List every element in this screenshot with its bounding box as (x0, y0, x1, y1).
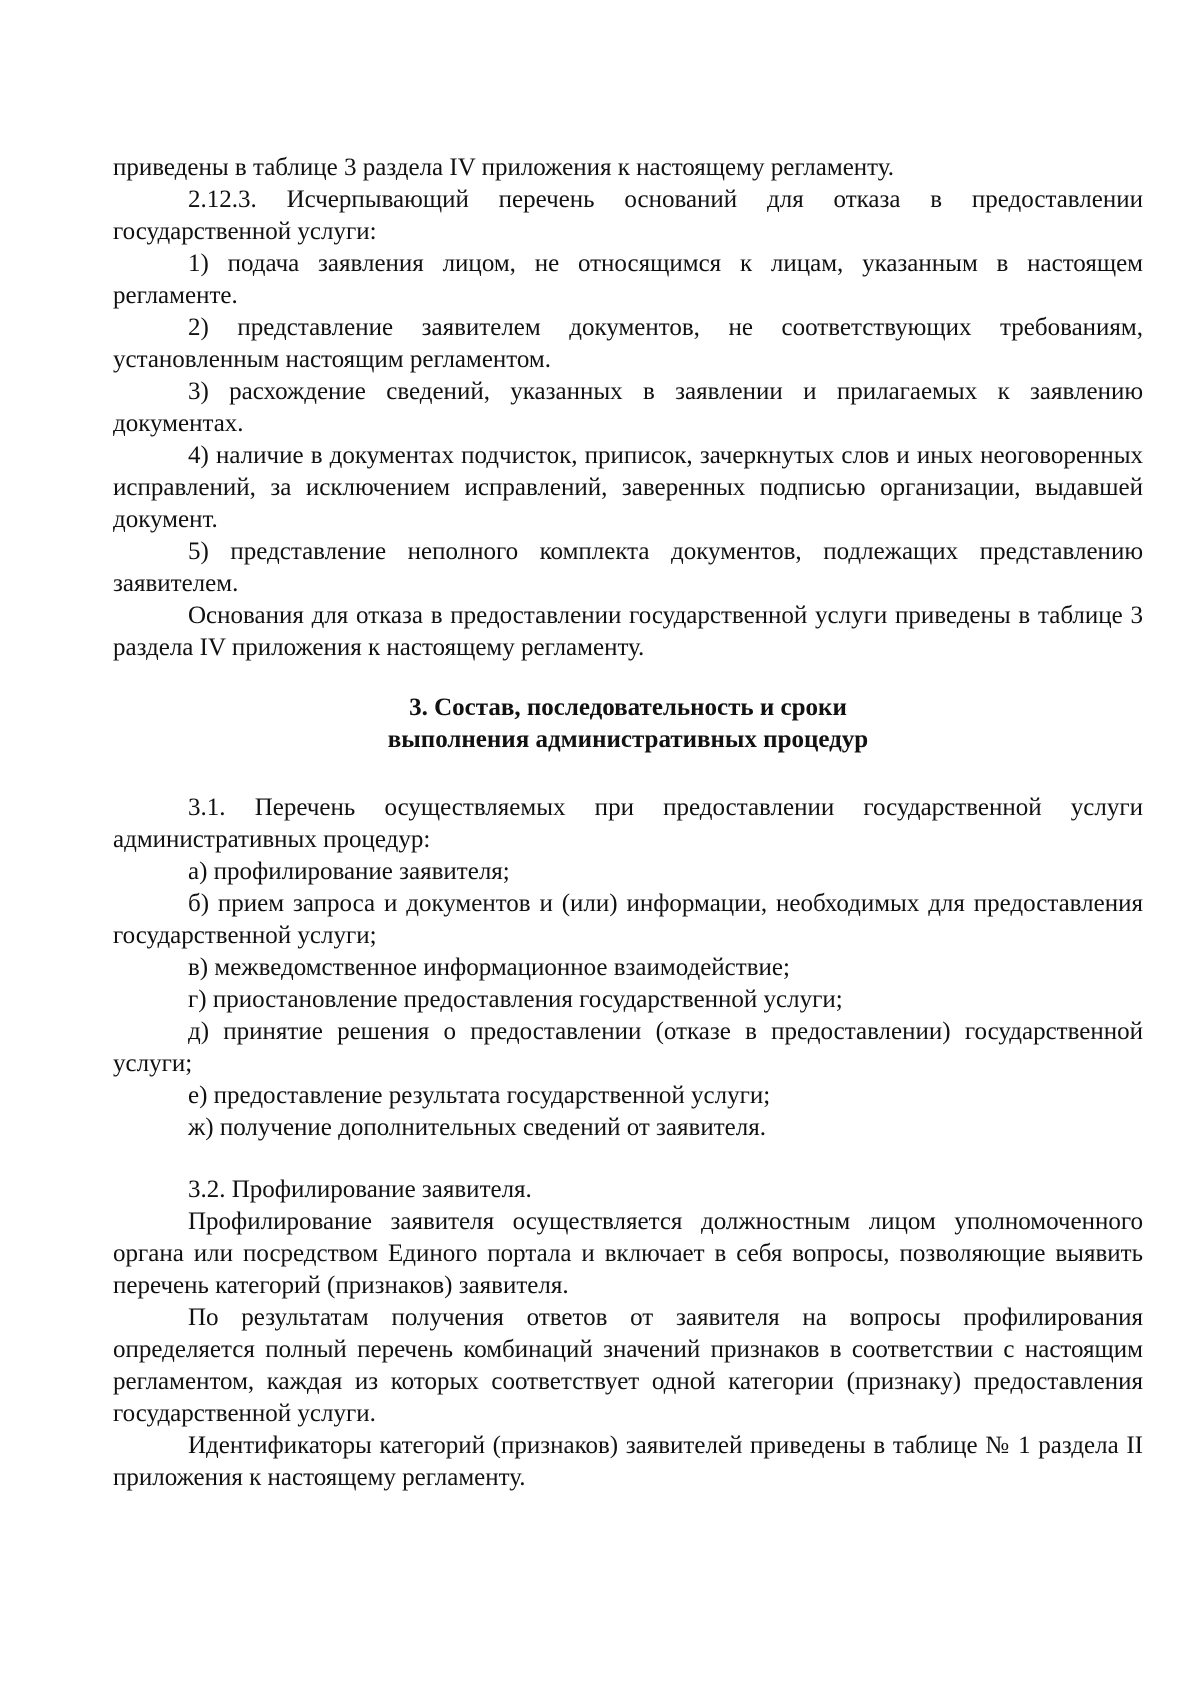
list-item-v: в) межведомственное информационное взаимодействие; (188, 954, 790, 981)
paragraph-identifiers: Идентификаторы категорий (признаков) заявителей приведены в таблице № 1 раздела II приложения к настоящему регламенту. (113, 1432, 1143, 1491)
list-item-4: 4) наличие в документах подчисток, приписок, зачеркнутых слов и иных неоговоренных исправлений, за исключением исправлений, заверенных подписью организации, выдавшей документ. (113, 442, 1143, 533)
spacer (113, 756, 1143, 792)
spacer (113, 1144, 1143, 1174)
list-item-1: 1) подача заявления лицом, не относящимся к лицам, указанным в настоящем регламенте. (113, 250, 1143, 309)
paragraph-2-12-3: 2.12.3. Исчерпывающий перечень оснований для отказа в предоставлении государственной услуги: (113, 186, 1143, 245)
paragraph-continuation: приведены в таблице 3 раздела IV приложения к настоящему регламенту. (113, 154, 895, 181)
document-body (113, 152, 1143, 1494)
paragraph-profiling-results: По результатам получения ответов от заявителя на вопросы профилирования определяется полный перечень комбинаций значений признаков в соответствии с настоящим регламентом, каждая из которых соответствует одной категории (признаку) предоставления государственной услуги. (113, 1304, 1143, 1427)
section-heading-line2: выполнения административных процедур (387, 726, 869, 753)
list-item-zh: ж) получение дополнительных сведений от заявителя. (188, 1114, 766, 1141)
list-item-a: а) профилирование заявителя; (188, 858, 510, 885)
section-heading-line1: 3. Состав, последовательность и сроки (409, 694, 847, 721)
spacer (113, 664, 1143, 692)
list-item-b: б) прием запроса и документов и (или) информации, необходимых для предоставления государственной услуги; (113, 890, 1143, 949)
list-item-5: 5) представление неполного комплекта документов, подлежащих представлению заявителем. (113, 538, 1143, 597)
list-item-2: 2) представление заявителем документов, не соответствующих требованиям, установленным настоящим регламентом. (113, 314, 1143, 373)
list-item-3: 3) расхождение сведений, указанных в заявлении и прилагаемых к заявлению документах. (113, 378, 1143, 437)
list-item-e: е) предоставление результата государственной услуги; (188, 1082, 771, 1109)
list-item-d: д) принятие решения о предоставлении (отказе в предоставлении) государственной услуги; (113, 1018, 1143, 1077)
paragraph-refusal-grounds: Основания для отказа в предоставлении государственной услуги приведены в таблице 3 раздела IV приложения к настоящему регламенту. (113, 602, 1143, 661)
paragraph-3-1: 3.1. Перечень осуществляемых при предоставлении государственной услуги административных процедур: (113, 794, 1143, 853)
paragraph-3-2: 3.2. Профилирование заявителя. (188, 1176, 532, 1203)
section-heading (113, 692, 1143, 756)
list-item-g: г) приостановление предоставления государственной услуги; (188, 986, 843, 1013)
paragraph-profiling: Профилирование заявителя осуществляется должностным лицом уполномоченного органа или посредством Единого портала и включает в себя вопросы, позволяющие выявить перечень категорий (признаков) заявителя. (113, 1208, 1143, 1299)
